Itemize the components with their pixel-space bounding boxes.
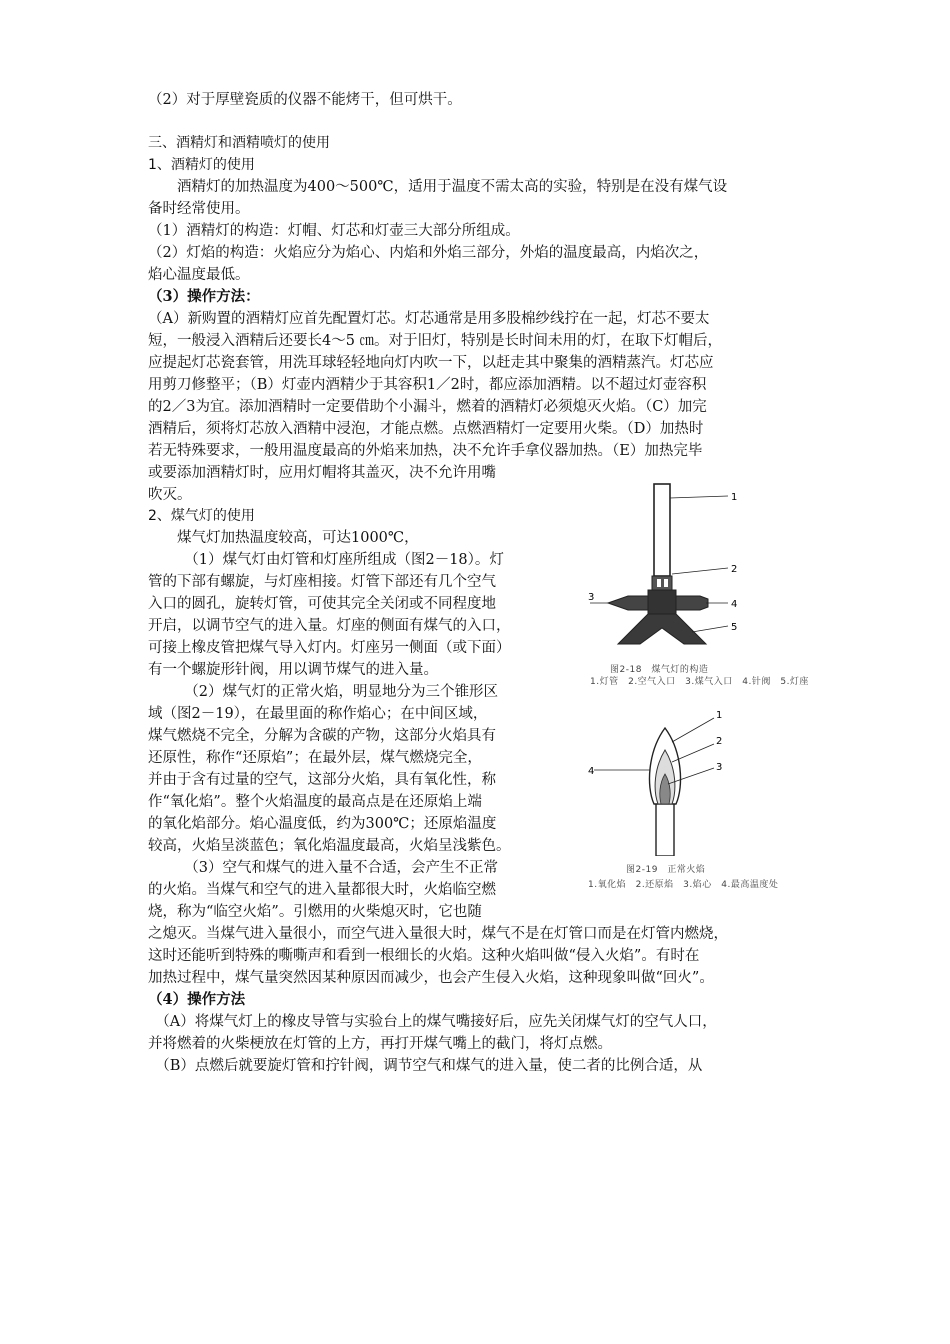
gas-burner-figure xyxy=(588,478,808,663)
subsection-heading: 1、酒精灯的使用 xyxy=(148,157,255,173)
figure-label: 1 xyxy=(716,710,723,721)
text-line: （2）对于厚壁瓷质的仪器不能烤干，但可烘干。 xyxy=(148,92,462,108)
figure-label: 3 xyxy=(716,762,723,773)
figure-label: 1 xyxy=(731,492,738,503)
text-line: 煤气燃烧不完全，分解为含碳的产物，这部分火焰具有 xyxy=(148,728,496,744)
needle-valve xyxy=(672,596,708,610)
text-line: 域（图2－19），在最里面的称作焰心；在中间区域， xyxy=(148,706,488,722)
subsection-heading: 2、煤气灯的使用 xyxy=(148,508,255,524)
leader-line xyxy=(672,568,728,574)
figure-label: 5 xyxy=(731,622,738,633)
air-hole xyxy=(664,579,668,587)
figure-caption-legend: 1.氧化焰 2.还原焰 3.焰心 4.最高温度处 xyxy=(588,880,779,890)
text-line: 并将燃着的火柴梗放在灯管的上方，再打开煤气嘴上的截门，将灯点燃。 xyxy=(148,1036,612,1052)
leader-line xyxy=(672,718,714,742)
text-line: 管的下部有螺旋，与灯座相接。灯管下部还有几个空气 xyxy=(148,574,496,590)
text-line: 可接上橡皮管把煤气导入灯内。灯座另一侧面（或下面） xyxy=(148,640,511,656)
gas-burner-diagram xyxy=(588,478,808,663)
figure-caption-title: 图2-18 煤气灯的构造 xyxy=(610,665,709,675)
flame-figure xyxy=(588,706,808,856)
text-line: （A）新购置的酒精灯应首先配置灯芯。灯芯通常是用多股棉纱线拧在一起，灯芯不要太 xyxy=(148,311,710,327)
text-line: 用剪刀修整平；（B）灯壶内酒精少于其容积1／2时，都应添加酒精。以不超过灯壶容积 xyxy=(148,377,707,393)
text-line: 作“氧化焰”。整个火焰温度的最高点是在还原焰上端 xyxy=(148,794,482,810)
text-line: （1）酒精灯的构造：灯帽、灯芯和灯壶三大部分所组成。 xyxy=(148,223,520,239)
burner-tube xyxy=(656,802,674,856)
text-line: 或要添加酒精灯时，应用灯帽将其盖灭，决不允许用嘴 xyxy=(148,465,496,481)
leader-line xyxy=(672,744,714,762)
text-line: 入口的圆孔，旋转灯管，可使其完全关闭或不同程度地 xyxy=(148,596,496,612)
section-heading: 三、酒精灯和酒精喷灯的使用 xyxy=(148,135,330,151)
gas-inlet-pipe xyxy=(608,596,652,610)
figure-label: 4 xyxy=(731,599,738,610)
text-line: （4）操作方法 xyxy=(148,991,246,1008)
figure-label: 4 xyxy=(588,766,595,777)
text-line: 煤气灯加热温度较高，可达1000℃， xyxy=(148,530,419,546)
text-line: 吹灭。 xyxy=(148,487,192,503)
text-line: 酒精后，须将灯芯放入酒精中浸泡，才能点燃。点燃酒精灯一定要用火柴。（D）加热时 xyxy=(148,421,704,437)
burner-base xyxy=(618,614,706,644)
leader-line xyxy=(692,626,728,632)
text-line: 烧，称为“临空火焰”。引燃用的火柴熄灭时，它也随 xyxy=(148,904,482,920)
flame-diagram xyxy=(588,706,808,856)
text-line: （2）灯焰的构造：火焰应分为焰心、内焰和外焰三部分，外焰的温度最高，内焰次之， xyxy=(148,245,709,261)
text-line: 还原性，称作“还原焰”；在最外层，煤气燃烧完全， xyxy=(148,750,482,766)
burner-tube xyxy=(654,484,670,576)
text-line: 应提起灯芯瓷套管，用洗耳球轻轻地向灯内吹一下，以赶走其中聚集的酒精蒸汽。灯芯应 xyxy=(148,355,714,371)
text-line: 焰心温度最低。 xyxy=(148,267,250,283)
text-line: 并由于含有过量的空气，这部分火焰，具有氧化性，称 xyxy=(148,772,496,788)
text-line: 的氧化焰部分。焰心温度低，约为300℃；还原焰温度 xyxy=(148,816,497,832)
text-line: （1）煤气灯由灯管和灯座所组成（图2－18）。灯 xyxy=(148,552,504,568)
air-hole xyxy=(657,579,661,587)
figure-label: 3 xyxy=(588,592,595,603)
text-line: 之熄灭。当煤气进入量很小，而空气进入量很大时，煤气不是在灯管口而是在灯管内燃烧， xyxy=(148,926,728,942)
air-inlet-collar xyxy=(652,576,672,590)
figure-label: 2 xyxy=(716,736,723,747)
text-line: 酒精灯的加热温度为400～500℃，适用于温度不需太高的实验，特别是在没有煤气设 xyxy=(148,179,728,195)
figure-label: 2 xyxy=(731,564,738,575)
text-line: 开启，以调节空气的进入量。灯座的侧面有煤气的入口， xyxy=(148,618,511,634)
text-line: （B）点燃后就要旋灯管和拧针阀，调节空气和煤气的进入量，使二者的比例合适，从 xyxy=(148,1058,703,1074)
figure-caption-legend: 1.灯管 2.空气入口 3.煤气入口 4.针阀 5.灯座 xyxy=(590,677,809,687)
text-line: （3）操作方法： xyxy=(148,288,260,305)
valve-body xyxy=(648,590,676,614)
text-line: 较高，火焰呈淡蓝色；氧化焰温度最高，火焰呈浅紫色。 xyxy=(148,838,511,854)
text-line: 短，一般浸入酒精后还要长4～5 ㎝。对于旧灯，特别是长时间未用的灯，在取下灯帽后， xyxy=(148,333,723,349)
text-line: 备时经常使用。 xyxy=(148,201,250,217)
figure-caption-title: 图2-19 正常火焰 xyxy=(626,865,706,875)
text-line: 这时还能听到特殊的嘶嘶声和看到一根细长的火焰。这种火焰叫做“侵入火焰”。有时在 xyxy=(148,948,700,964)
text-line: （3）空气和煤气的进入量不合适，会产生不正常 xyxy=(148,860,498,876)
leader-line xyxy=(670,496,728,498)
text-line: （2）煤气灯的正常火焰，明显地分为三个锥形区 xyxy=(148,684,498,700)
text-line: 的2／3为宜。添加酒精时一定要借助个小漏斗，燃着的酒精灯必须熄灭火焰。（C）加完 xyxy=(148,399,707,415)
text-line: 的火焰。当煤气和空气的进入量都很大时，火焰临空燃 xyxy=(148,882,496,898)
text-line: 加热过程中，煤气量突然因某种原因而减少，也会产生侵入火焰，这种现象叫做“回火”。 xyxy=(148,970,714,986)
text-line: 若无特殊要求，一般用温度最高的外焰来加热，决不允许手拿仪器加热。（E）加热完毕 xyxy=(148,443,703,459)
text-line: 有一个螺旋形针阀，用以调节煤气的进入量。 xyxy=(148,662,438,678)
text-line: （A）将煤气灯上的橡皮导管与实验台上的煤气嘴接好后，应先关闭煤气灯的空气人口， xyxy=(148,1014,717,1030)
